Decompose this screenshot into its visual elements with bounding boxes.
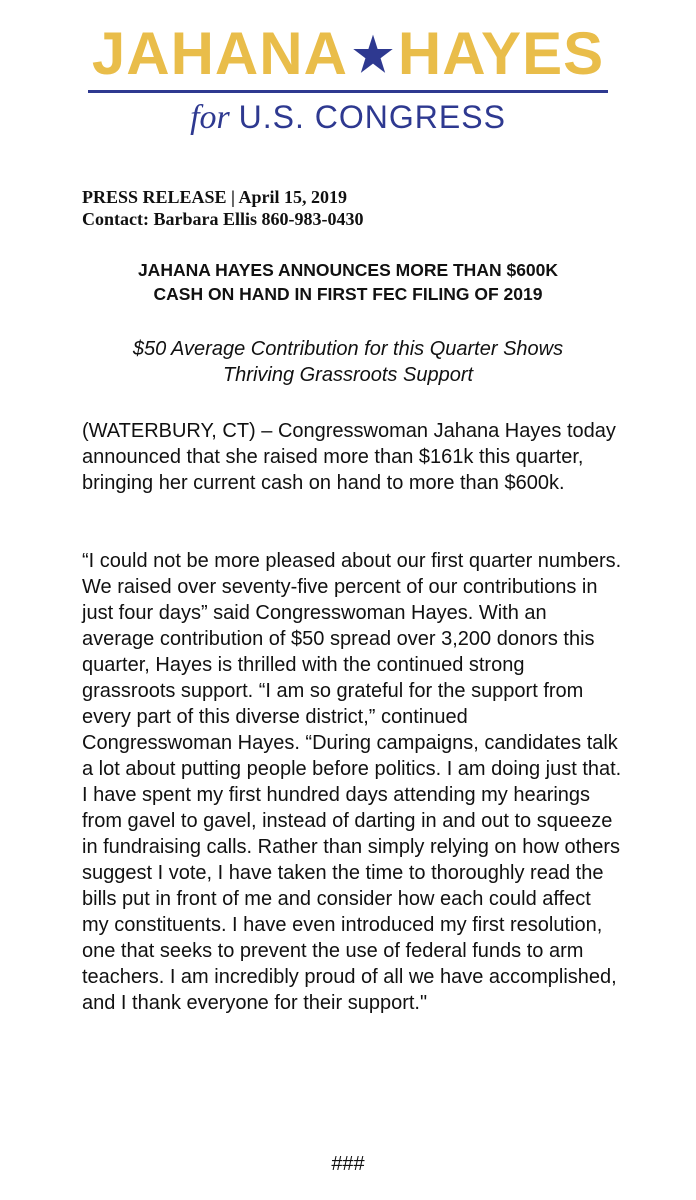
subheadline-line-1: $50 Average Contribution for this Quarter Shows [132,338,564,360]
end-mark: ### [331,1153,365,1175]
release-date-line: PRESS RELEASE | April 15, 2019 [82,187,348,207]
logo-office: U.S. CONGRESS [238,99,506,135]
subheadline [30,336,666,388]
headline [30,258,666,306]
release-meta [82,186,363,230]
body-paragraph-1: (WATERBURY, CT) – Congresswoman Jahana Hayes today announced that she raised more than $161k this quarter, bringing her current cash on hand to more than $600k. [82,420,616,494]
body-paragraph-2: “I could not be more pleased about our first quarter numbers. We raised over seventy-five percent of our contributions in just four days” said Congresswoman Hayes. With an average contribution of $50 spread over 3,200 donors this quarter, Hayes is thrilled with the continued strong grassroots support. “I am so grateful for the support from every part of this diverse district,” continued Congresswoman Hayes. “During campaigns, candidates talk a lot about putting people before politics. I am doing just that. I have spent my first hundred days attending my hearings from gavel to gavel, instead of darting in and out to squeeze in fundraising calls. Rather than simply relying on how others suggest I vote, I have taken the time to thoroughly read the bills put in front of me and consider how each could affect my constituents. I have even introduced my first resolution, one that seeks to prevent the use of federal funds to arm teachers. I am incredibly proud of all we have accomplished, and I thank everyone for their support." [82,550,622,1014]
logo-divider [88,90,608,93]
campaign-logo [0,22,696,138]
logo-name-line [0,22,696,86]
subheadline-line-2: Thriving Grassroots Support [222,364,474,386]
contact-line: Contact: Barbara Ellis 860-983-0430 [82,209,364,229]
star-icon [352,33,394,75]
logo-office-line [0,97,696,138]
logo-for-word: for [190,99,230,136]
logo-last-name: HAYES [397,20,605,87]
headline-line-2: CASH ON HAND IN FIRST FEC FILING OF 2019 [153,284,543,304]
logo-first-name: JAHANA [91,20,348,87]
headline-line-1: JAHANA HAYES ANNOUNCES MORE THAN $600K [137,260,559,280]
